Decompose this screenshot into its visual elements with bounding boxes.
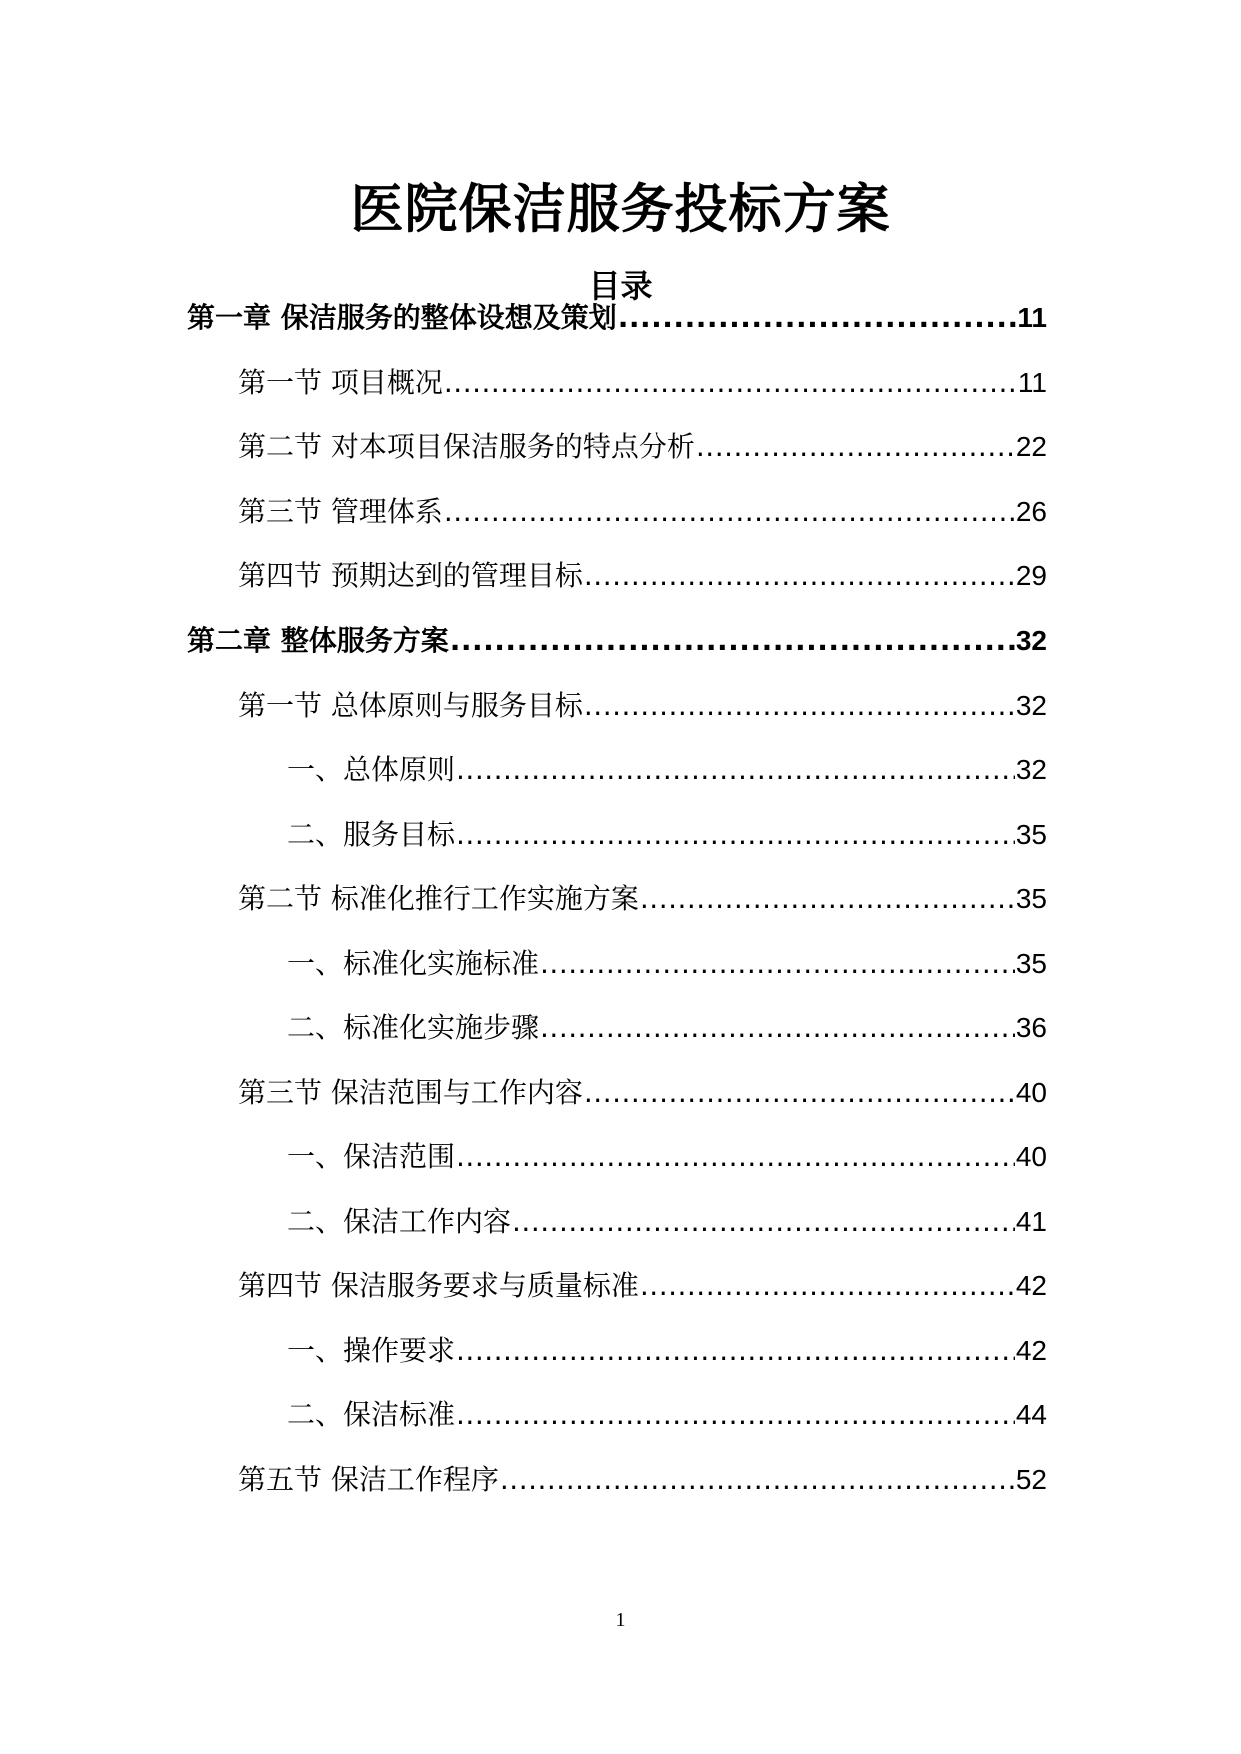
toc-dot-leader: [500, 1458, 1015, 1502]
toc-page-number: 29: [1015, 560, 1047, 591]
toc-entry-subsection[interactable]: [287, 748, 1047, 792]
toc-dot-leader: [456, 1393, 1015, 1437]
toc-dot-leader: [456, 813, 1015, 857]
toc-entry-title: 第二节 标准化推行工作实施方案: [238, 882, 639, 915]
toc-entry-section[interactable]: [238, 877, 1047, 921]
toc-page-number: 32: [1015, 690, 1047, 721]
toc-dot-leader: [584, 1071, 1015, 1115]
toc-page-number: 11: [1017, 302, 1047, 333]
toc-dot-leader: [584, 554, 1015, 598]
toc-entry-section[interactable]: [238, 1071, 1047, 1115]
toc-page-number: 35: [1015, 948, 1047, 979]
toc-dot-leader: [696, 425, 1015, 469]
toc-entry-title: 一、操作要求: [287, 1334, 456, 1367]
toc-dot-leader: [456, 748, 1015, 792]
toc-dot-leader: [640, 1264, 1015, 1308]
toc-dot-leader: [456, 1135, 1015, 1179]
toc-entry-subsection[interactable]: [287, 1135, 1047, 1179]
toc-page-number: 32: [1015, 625, 1047, 656]
toc-entry-title: 二、标准化实施步骤: [287, 1011, 540, 1044]
toc-page-number: 40: [1015, 1141, 1047, 1172]
toc-entry-title: 第一节 项目概况: [238, 366, 443, 399]
toc-entry-title: 第四节 保洁服务要求与质量标准: [238, 1269, 639, 1302]
toc-page-number: 42: [1015, 1335, 1047, 1366]
toc-entry-title: 第二节 对本项目保洁服务的特点分析: [238, 430, 695, 463]
toc-entry-subsection[interactable]: [287, 813, 1047, 857]
toc-dot-leader: [584, 684, 1015, 728]
toc-entry-title: 第一章 保洁服务的整体设想及策划: [187, 301, 617, 334]
toc-entry-chapter-2[interactable]: [187, 619, 1047, 663]
toc-page-number: 35: [1015, 883, 1047, 914]
toc-dot-leader: [540, 1006, 1015, 1050]
toc-entry-section[interactable]: [238, 425, 1047, 469]
toc-page-number: 36: [1015, 1012, 1047, 1043]
toc-entry-title: 二、保洁工作内容: [287, 1205, 512, 1238]
toc-entry-title: 第一节 总体原则与服务目标: [238, 689, 583, 722]
toc-entry-subsection[interactable]: [287, 942, 1047, 986]
toc-entry-section[interactable]: [238, 490, 1047, 534]
toc-entry-title: 一、保洁范围: [287, 1140, 456, 1173]
toc-entry-subsection[interactable]: [287, 1329, 1047, 1373]
toc-dot-leader: [444, 361, 1017, 405]
toc-entry-title: 第三节 保洁范围与工作内容: [238, 1076, 583, 1109]
toc-entry-section[interactable]: [238, 684, 1047, 728]
toc-entry-title: 第五节 保洁工作程序: [238, 1463, 499, 1496]
toc-entry-section[interactable]: [238, 361, 1047, 405]
toc-entry-title: 第三节 管理体系: [238, 495, 443, 528]
toc-dot-leader: [540, 942, 1015, 986]
toc-dot-leader: [456, 1329, 1015, 1373]
toc-entry-title: 第二章 整体服务方案: [187, 624, 449, 657]
toc-dot-leader: [640, 877, 1015, 921]
toc-page-number: 52: [1015, 1464, 1047, 1495]
toc-entry-chapter-1[interactable]: [187, 296, 1047, 340]
toc-dot-leader: [444, 490, 1015, 534]
toc-page-number: 44: [1015, 1399, 1047, 1430]
document-title: 医院保洁服务投标方案: [350, 179, 891, 240]
toc-dot-leader: [512, 1200, 1015, 1244]
toc-entry-title: 一、标准化实施标准: [287, 947, 540, 980]
toc-page-number: 26: [1015, 496, 1047, 527]
toc-entry-section[interactable]: [238, 554, 1047, 598]
toc-entry-subsection[interactable]: [287, 1393, 1047, 1437]
toc-dot-leader: [618, 296, 1017, 340]
toc-entry-title: 一、总体原则: [287, 753, 456, 786]
toc-page-number: 32: [1015, 754, 1047, 785]
toc-page-number: 35: [1015, 819, 1047, 850]
toc-heading: 目录: [588, 267, 653, 305]
toc-page-number: 41: [1015, 1206, 1047, 1237]
toc-page-number: 42: [1015, 1270, 1047, 1301]
toc-entry-title: 第四节 预期达到的管理目标: [238, 559, 583, 592]
toc-entry-section[interactable]: [238, 1264, 1047, 1308]
toc-entry-section[interactable]: [238, 1458, 1047, 1502]
toc-dot-leader: [450, 619, 1015, 663]
page-number: 1: [615, 1609, 626, 1631]
toc-entry-title: 二、服务目标: [287, 818, 456, 851]
toc-page-number: 22: [1015, 431, 1047, 462]
toc-page-number: 40: [1015, 1077, 1047, 1108]
toc-page-number: 11: [1017, 367, 1047, 398]
toc-entry-title: 二、保洁标准: [287, 1398, 456, 1431]
toc-entry-subsection[interactable]: [287, 1200, 1047, 1244]
toc-entry-subsection[interactable]: [287, 1006, 1047, 1050]
